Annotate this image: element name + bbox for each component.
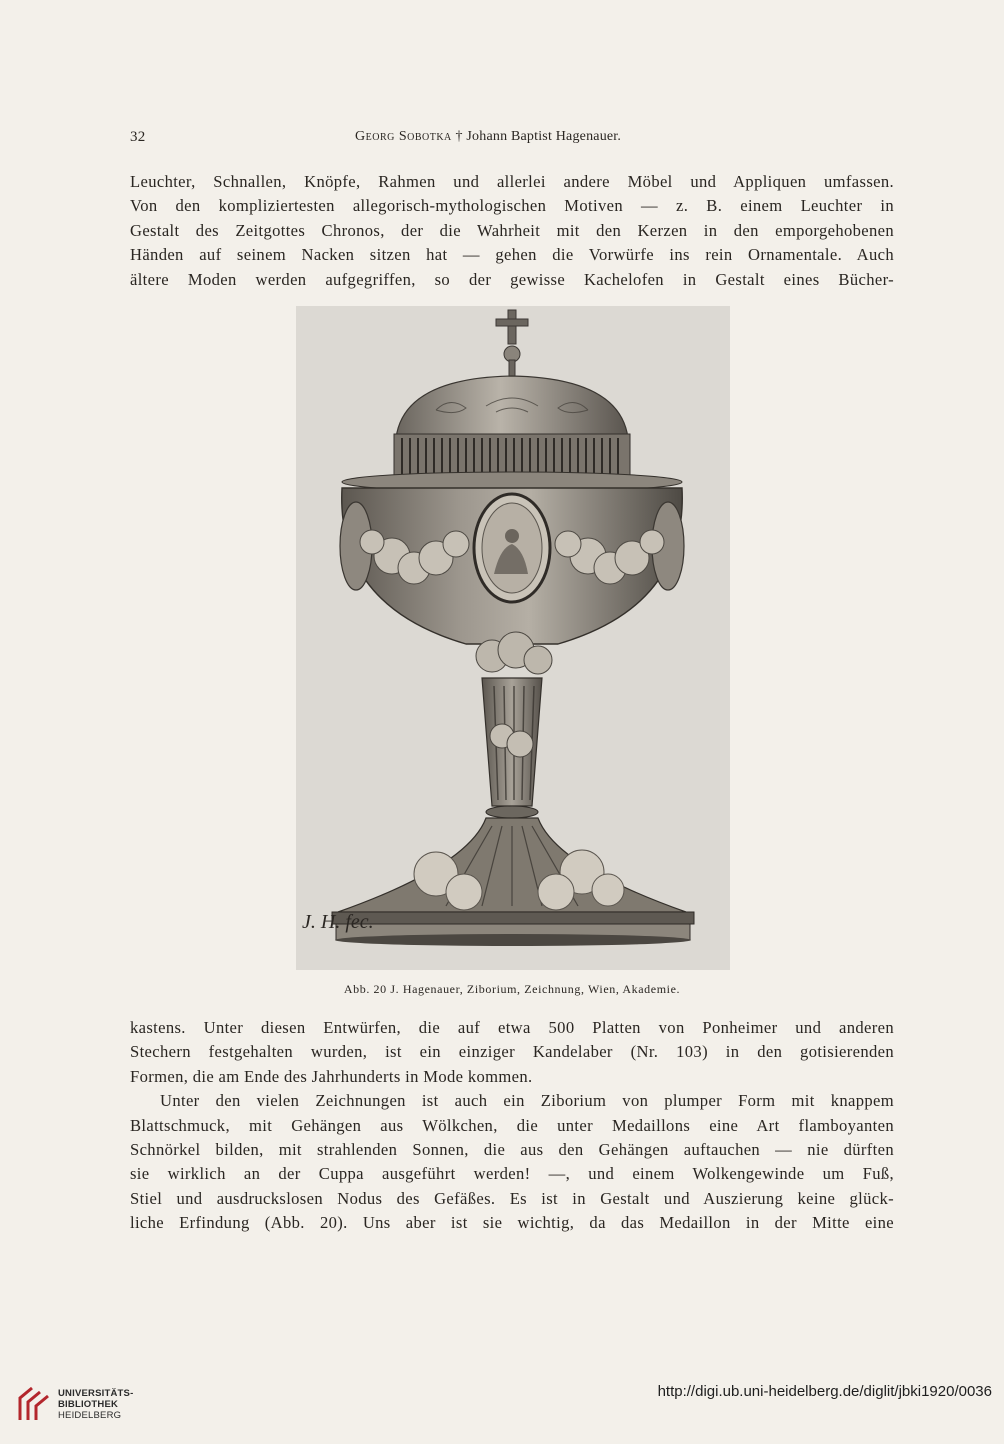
text-line: kastens. Unter diesen Entwürfen, die auf etwa 500 Platten von Ponheimer und anderen (130, 1018, 894, 1037)
author-name: Georg Sobotka (355, 129, 452, 144)
text-line: Blattschmuck, mit Gehängen aus Wölkchen, die unter Medaillons eine Art flamboyanten (130, 1115, 894, 1135)
text-line: Gestalt des Zeitgottes Chronos, der die Wahrheit mit den Kerzen in den emporgehobenen (130, 220, 894, 240)
text-line: Händen auf seinem Nacken sitzen hat — gehen die Vorwürfe ins rein Ornamentale. Auch (130, 245, 894, 265)
base-plate (332, 912, 694, 924)
library-logo-icon (14, 1384, 54, 1424)
library-name-line3: HEIDELBERG (58, 1410, 122, 1421)
bottom-paragraphs (130, 1016, 894, 1236)
dagger-symbol: † (455, 129, 463, 144)
text-line: Schnörkel bilden, mit strahlenden Sonnen, die aus den Gehängen auftauchen — nie dürften (130, 1139, 894, 1159)
running-head (355, 129, 621, 145)
figure-caption: Abb. 20 J. Hagenauer, Ziborium, Zeichnung, Wien, Akademie. (343, 982, 681, 996)
ciborium-drawing (296, 306, 730, 970)
library-name (58, 1388, 133, 1421)
text-line: Stiel und ausdruckslosen Nodus des Gefäßes. Es ist in Gestalt und Auszierung keine glück- (130, 1188, 894, 1208)
text-line: Unter den vielen Zeichnungen ist auch ein Ziborium von plumper Form mit knappem (160, 1091, 894, 1111)
source-url[interactable]: http://digi.ub.uni-heidelberg.de/diglit/jbki1920/0036 (657, 1383, 992, 1400)
library-name-line1: UNIVERSITÄTS- (58, 1388, 134, 1399)
top-paragraph (130, 170, 894, 292)
text-line: Leuchter, Schnallen, Knöpfe, Rahmen und allerlei andere Möbel und Appliquen umfassen. (130, 172, 894, 191)
page-header (130, 129, 894, 149)
text-line: ältere Moden werden aufgegriffen, so der gewisse Kachelofen in Gestalt eines Bücher- (130, 269, 894, 289)
ciborium-illustration (296, 306, 730, 970)
article-title: Johann Baptist Hagenauer. (466, 129, 622, 144)
page-number: 32 (130, 129, 146, 145)
library-logo[interactable] (14, 1384, 194, 1428)
text-line: Von den kompliziertesten allegorisch-mythologischen Motiven — z. B. einem Leuchter in (130, 196, 894, 216)
library-name-line2: BIBLIOTHEK (58, 1399, 119, 1410)
text-line: Formen, die am Ende des Jahrhunderts in Mode kommen. (130, 1066, 533, 1086)
text-line: Stechern festgehalten wurden, ist ein einziger Kandelaber (Nr. 103) in den gotisierenden (130, 1042, 894, 1062)
artist-signature: J. H. fec. (302, 911, 374, 933)
text-line: liche Erfindung (Abb. 20). Uns aber ist sie wichtig, da das Medaillon in der Mitte eine (130, 1213, 894, 1233)
text-line: sie wirklich an der Cuppa ausgeführt werden! —, und einem Wolkengewinde um Fuß, (130, 1164, 894, 1184)
